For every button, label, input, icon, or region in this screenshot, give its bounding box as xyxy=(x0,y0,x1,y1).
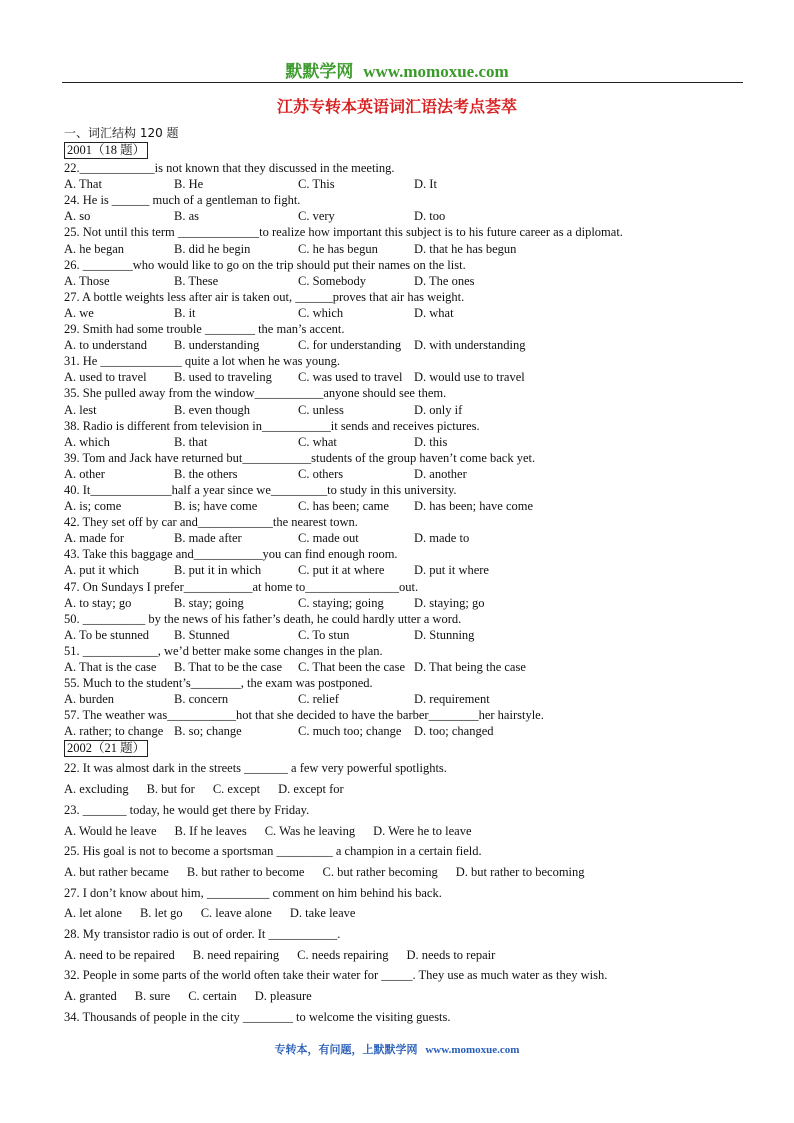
answer-option[interactable]: A. we xyxy=(64,305,94,320)
answer-option[interactable]: B. the others xyxy=(174,466,238,481)
answer-option[interactable]: A. let alone xyxy=(64,906,122,921)
answer-option[interactable]: A. other xyxy=(64,466,105,481)
answer-option[interactable]: C. he has begun xyxy=(298,241,378,256)
answer-options xyxy=(64,176,754,192)
question-text: 50. __________ by the news of his father’s death, he could hardly utter a word. xyxy=(64,611,462,626)
answer-option[interactable]: B. even though xyxy=(174,402,251,417)
answer-options xyxy=(64,945,754,966)
header-divider xyxy=(62,82,743,83)
answer-option[interactable]: B. that xyxy=(174,434,208,449)
question-list-2001 xyxy=(64,160,754,739)
answer-option[interactable]: C. To stun xyxy=(298,627,350,642)
answer-option[interactable]: C. very xyxy=(298,209,335,224)
answer-option[interactable]: A. but rather became xyxy=(64,864,169,879)
question-text: 51. ____________, we’d better make some changes in the plan. xyxy=(64,643,383,658)
answer-option[interactable]: B. understanding xyxy=(174,338,260,353)
question-text: 43. Take this baggage and___________you can find enough room. xyxy=(64,547,398,562)
question-text: 22. It was almost dark in the streets _______ a few very powerful spotlights. xyxy=(64,761,447,776)
answer-options xyxy=(64,691,754,707)
year-label: 2001（18 题） xyxy=(64,142,148,159)
answer-option[interactable]: D. too; changed xyxy=(414,724,494,739)
question-text: 28. My transistor radio is out of order. It ___________. xyxy=(64,926,341,941)
question-text: 27. I don’t know about him, __________ comment on him behind his back. xyxy=(64,885,442,900)
answer-option[interactable]: D. but rather to becoming xyxy=(455,864,585,879)
answer-options xyxy=(64,402,754,418)
answer-option[interactable]: C. was used to travel xyxy=(298,370,403,385)
answer-options xyxy=(64,337,754,353)
question-text: 32. People in some parts of the world often take their water for _____. They use as much water as they wish. xyxy=(64,968,608,983)
answer-option[interactable]: B. it xyxy=(174,305,196,320)
answer-option[interactable]: C. put it at where xyxy=(298,563,385,578)
answer-option[interactable]: C. Somebody xyxy=(298,273,367,288)
answer-option[interactable]: A. which xyxy=(64,434,110,449)
footer-text: 专转本，有问题，上默默学网 xyxy=(274,1043,418,1056)
answer-option[interactable]: A. burden xyxy=(64,692,114,707)
answer-option[interactable]: A. excluding xyxy=(64,782,129,797)
answer-option[interactable]: B. He xyxy=(174,177,204,192)
answer-options xyxy=(64,821,754,842)
answer-option[interactable]: B. but rather to become xyxy=(186,864,305,879)
answer-options xyxy=(64,723,754,739)
site-brand: 默默学网 xyxy=(285,62,354,82)
answer-option[interactable]: A. to stay; go xyxy=(64,595,132,610)
question-text: 47. On Sundays I prefer___________at home to_______________out. xyxy=(64,579,419,594)
answer-option[interactable]: D. what xyxy=(414,305,454,320)
answer-option[interactable]: A. so xyxy=(64,209,91,224)
question-text: 29. Smith had some trouble ________ the man’s accent. xyxy=(64,322,345,337)
answer-option[interactable]: B. sure xyxy=(134,989,171,1004)
answer-option[interactable]: A. Those xyxy=(64,273,110,288)
answer-option[interactable]: D. has been; have come xyxy=(414,499,534,514)
answer-option[interactable]: B. stay; going xyxy=(174,595,244,610)
question-text: 42. They set off by car and____________the nearest town. xyxy=(64,515,358,530)
page-title: 江苏专转本英语词汇语法考点荟萃 xyxy=(276,97,517,116)
answer-option[interactable]: D. only if xyxy=(414,402,463,417)
answer-option[interactable]: D. That being the case xyxy=(414,660,526,674)
answer-options xyxy=(64,903,754,924)
answer-option[interactable]: A. Would he leave xyxy=(64,823,157,838)
answer-option[interactable]: C. This xyxy=(298,177,335,192)
answer-option[interactable]: C. staying; going xyxy=(298,595,384,610)
answer-option[interactable]: C. relief xyxy=(298,692,339,707)
answer-option[interactable]: C. others xyxy=(298,466,344,481)
question-text: 35. She pulled away from the window___________anyone should see them. xyxy=(64,386,447,401)
answer-option[interactable]: D. with understanding xyxy=(414,338,526,353)
answer-option[interactable]: D. The ones xyxy=(414,273,475,288)
answer-option[interactable]: C. what xyxy=(298,434,337,449)
answer-option[interactable]: B. That to be the case xyxy=(174,660,283,674)
answer-option[interactable]: B. made after xyxy=(174,531,242,546)
footer-url[interactable]: www.momoxue.com xyxy=(425,1044,520,1056)
answer-options xyxy=(64,862,754,883)
answer-option[interactable]: A. granted xyxy=(64,989,117,1004)
question-text: 57. The weather was___________hot that she decided to have the barber________her hairstyle. xyxy=(64,708,544,723)
answer-option[interactable]: D. It xyxy=(414,177,437,192)
question-text: 24. He is ______ much of a gentleman to fight. xyxy=(64,193,301,208)
answer-options xyxy=(64,369,754,385)
answer-option[interactable]: B. is; have come xyxy=(174,499,258,514)
answer-option[interactable]: D. too xyxy=(414,209,446,224)
answer-option[interactable]: C. certain xyxy=(188,989,237,1004)
question-text: 55. Much to the student’s________, the exam was postponed. xyxy=(64,676,373,691)
question-text: 27. A bottle weights less after air is taken out, ______proves that air has weight. xyxy=(64,289,465,304)
answer-option[interactable]: D. put it where xyxy=(414,563,489,578)
answer-option[interactable]: C. but rather becoming xyxy=(322,864,438,879)
answer-options xyxy=(64,273,754,289)
question-text: 22.____________is not known that they discussed in the meeting. xyxy=(64,161,395,176)
answer-option[interactable]: C. needs repairing xyxy=(297,947,389,962)
answer-option[interactable]: D. except for xyxy=(278,782,344,797)
answer-option[interactable]: C. for understanding xyxy=(298,338,402,353)
question-text: 26. ________who would like to go on the trip should put their names on the list. xyxy=(64,257,466,272)
answer-options xyxy=(64,627,754,643)
year-label: 2002（21 题） xyxy=(64,740,148,757)
answer-option[interactable]: C. That been the case xyxy=(298,660,406,674)
answer-option[interactable]: B. did he begin xyxy=(174,241,251,256)
site-url[interactable]: www.momoxue.com xyxy=(363,62,509,81)
answer-option[interactable]: C. much too; change xyxy=(298,724,402,739)
answer-option[interactable]: A. need to be repaired xyxy=(64,947,175,962)
question-list-2002 xyxy=(64,758,754,1027)
answer-option[interactable]: D. pleasure xyxy=(254,989,312,1004)
answer-options xyxy=(64,659,754,675)
answer-option[interactable]: D. requirement xyxy=(414,692,490,707)
answer-option[interactable]: D. Stunning xyxy=(414,627,475,642)
answer-option[interactable]: A. rather; to change xyxy=(64,724,164,739)
answer-options xyxy=(64,595,754,611)
answer-option[interactable]: B. used to traveling xyxy=(174,370,272,385)
answer-option[interactable]: C. Was he leaving xyxy=(264,823,356,838)
answer-option[interactable]: B. These xyxy=(174,273,219,288)
answer-options xyxy=(64,530,754,546)
answer-options xyxy=(64,434,754,450)
answer-option[interactable]: C. which xyxy=(298,305,344,320)
answer-option[interactable]: B. but for xyxy=(146,782,195,797)
answer-option[interactable]: D. that he has begun xyxy=(414,241,517,256)
answer-option[interactable]: A. To be stunned xyxy=(64,627,149,642)
answer-option[interactable]: C. except xyxy=(212,782,261,797)
question-text: 23. _______ today, he would get there by Friday. xyxy=(64,802,310,817)
answer-option[interactable]: D. another xyxy=(414,466,467,481)
answer-options xyxy=(64,466,754,482)
answer-option[interactable]: B. let go xyxy=(139,906,183,921)
answer-option[interactable]: A. made for xyxy=(64,531,125,546)
answer-option[interactable]: A. he began xyxy=(64,241,125,256)
year-heading-2001 xyxy=(64,141,754,160)
answer-option[interactable]: B. concern xyxy=(174,692,229,707)
answer-options xyxy=(64,208,754,224)
question-text: 25. His goal is not to become a sportsman _________ a champion in a certain field. xyxy=(64,844,482,859)
answer-options xyxy=(64,241,754,257)
question-text: 39. Tom and Jack have returned but___________students of the group haven’t come back yet. xyxy=(64,450,536,465)
site-header xyxy=(0,57,794,82)
answer-option[interactable]: B. need repairing xyxy=(192,947,280,962)
answer-option[interactable]: D. needs to repair xyxy=(406,947,496,962)
answer-option[interactable]: B. If he leaves xyxy=(174,823,247,838)
page-footer xyxy=(0,1041,794,1057)
question-text: 38. Radio is different from television in___________it sends and receives pictures. xyxy=(64,418,480,433)
answer-option[interactable]: A. put it which xyxy=(64,563,139,578)
year-heading-2002 xyxy=(64,739,754,758)
question-text: 34. Thousands of people in the city ________ to welcome the visiting guests. xyxy=(64,1009,451,1024)
answer-option[interactable]: D. Were he to leave xyxy=(373,823,472,838)
answer-option[interactable]: D. made to xyxy=(414,531,470,546)
question-text: 31. He _____________ quite a lot when he was young. xyxy=(64,354,341,369)
answer-option[interactable]: A. lest xyxy=(64,402,97,417)
section-heading: 一、词汇结构 120 题 xyxy=(64,126,179,140)
answer-option[interactable]: A. That xyxy=(64,177,102,192)
document-body xyxy=(64,125,754,1027)
answer-option[interactable]: A. is; come xyxy=(64,499,122,514)
answer-option[interactable]: C. leave alone xyxy=(200,906,272,921)
answer-option[interactable]: A. to understand xyxy=(64,338,147,353)
answer-option[interactable]: D. take leave xyxy=(289,906,356,921)
answer-options xyxy=(64,986,754,1007)
answer-option[interactable]: B. put it in which xyxy=(174,563,262,578)
answer-option[interactable]: D. would use to travel xyxy=(414,370,525,385)
answer-option[interactable]: D. staying; go xyxy=(414,595,485,610)
answer-options xyxy=(64,498,754,514)
answer-option[interactable]: C. has been; came xyxy=(298,499,389,514)
answer-option[interactable]: B. so; change xyxy=(174,724,242,739)
answer-option[interactable]: B. as xyxy=(174,209,199,224)
answer-options xyxy=(64,562,754,578)
question-text: 40. It_____________half a year since we_________to study in this university. xyxy=(64,482,457,497)
answer-option[interactable]: C. made out xyxy=(298,531,359,546)
answer-options xyxy=(64,305,754,321)
answer-option[interactable]: A. used to travel xyxy=(64,370,147,385)
answer-option[interactable]: A. That is the case xyxy=(64,660,157,674)
answer-option[interactable]: D. this xyxy=(414,434,448,449)
question-text: 25. Not until this term _____________to realize how important this subject is to his future career as a diplomat. xyxy=(64,225,623,240)
answer-options xyxy=(64,779,754,800)
answer-option[interactable]: C. unless xyxy=(298,402,344,417)
answer-option[interactable]: B. Stunned xyxy=(174,627,230,642)
